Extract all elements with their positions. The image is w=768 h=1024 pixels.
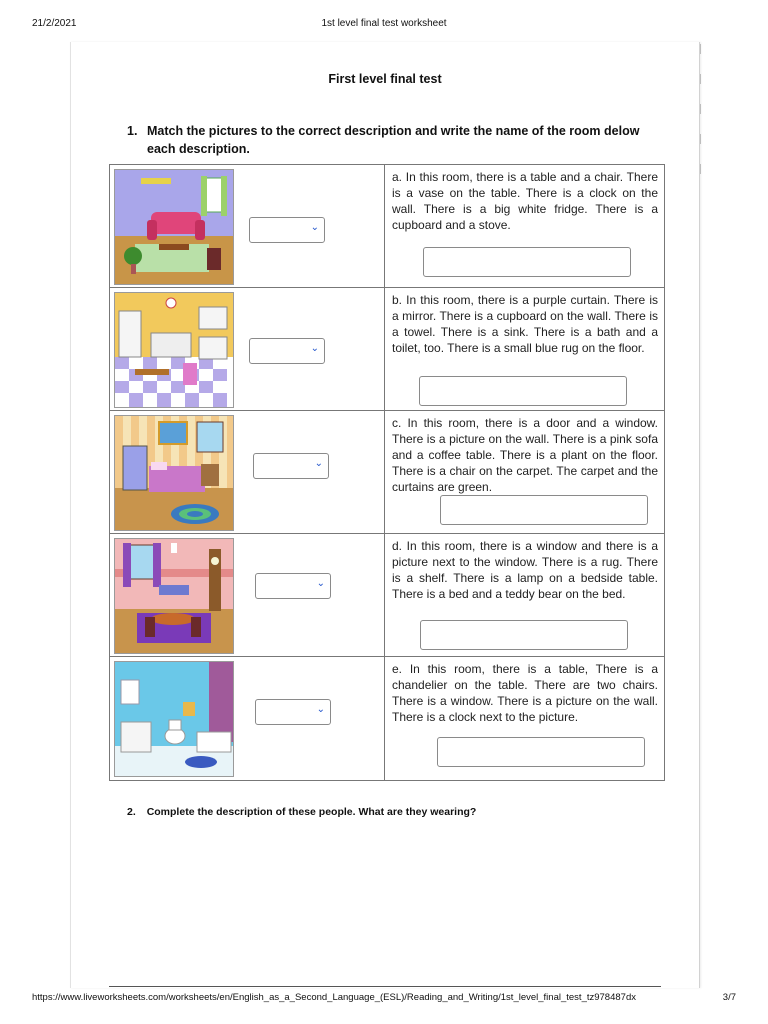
chevron-down-icon: ⌄ (316, 704, 325, 715)
chevron-down-icon: ⌄ (316, 578, 325, 589)
question-instruction: Match the pictures to the correct description and write the name of the room delow each description. (147, 124, 640, 156)
room-picture-dining-room (114, 538, 234, 654)
answer-input[interactable] (440, 495, 648, 525)
answer-input[interactable] (419, 376, 627, 406)
room-description: a. In this room, there is a table and a chair. There is a vase on the table. There is a clock on the wall. There is a big white fridge. There is a cupboard and a stove. (392, 170, 658, 232)
room-description: e. In this room, there is a table, There is a chandelier on the table. There are two chairs. There is a window. There is a picture on the wall. There is a clock next to the picture. (392, 662, 658, 724)
divider (109, 986, 661, 987)
room-description: b. In this room, there is a purple curtain. There is a mirror. There is a cupboard on the wall. There is a towel. There is a sink. There is a bath and a toilet, too. There is a small blue rug on the floor. (392, 293, 658, 355)
room-description: d. In this room, there is a window and there is a picture next to the window. There is a rug. There is a shelf. There is a lamp on a bedside table. There is a bed and a teddy bear on the bed. (392, 539, 658, 601)
worksheet-title: First level final test (328, 72, 442, 86)
room-dropdown[interactable] (253, 453, 329, 479)
table-row (110, 534, 664, 657)
print-page-number: 3/7 (722, 992, 736, 1003)
room-picture-bathroom (114, 661, 234, 777)
room-description: c. In this room, there is a door and a window. There is a picture on the wall. There is a pink sofa and a coffee table. There is a plant on the floor. There is a chair on the carpet. The carpet and the curtains are green. (392, 416, 658, 494)
room-picture-kitchen (114, 292, 234, 408)
question-instruction: Complete the description of these people. What are they wearing? (146, 806, 477, 818)
question-2 (127, 806, 476, 818)
room-picture-living-room (114, 169, 234, 285)
answer-input[interactable] (420, 620, 628, 650)
matching-table (109, 164, 665, 781)
chevron-down-icon: ⌄ (310, 222, 319, 233)
room-picture-bedroom (114, 415, 234, 531)
print-header (0, 18, 768, 32)
print-date: 21/2/2021 (32, 18, 77, 29)
room-dropdown[interactable] (255, 699, 331, 725)
table-row (110, 411, 664, 534)
question-number: 1. (127, 124, 138, 138)
room-dropdown[interactable] (249, 217, 325, 243)
answer-input[interactable] (423, 247, 631, 277)
room-dropdown[interactable] (255, 573, 331, 599)
print-url: https://www.liveworksheets.com/worksheets/en/English_as_a_Second_Language_(ESL)/Reading_and_Writing/1st_level_final_test_tz978487dx (32, 992, 636, 1003)
table-row (110, 288, 664, 411)
room-dropdown[interactable] (249, 338, 325, 364)
worksheet-page (70, 42, 700, 988)
answer-input[interactable] (437, 737, 645, 767)
print-title: 1st level final test worksheet (321, 18, 447, 29)
chevron-down-icon: ⌄ (310, 343, 319, 354)
table-row (110, 657, 664, 780)
chevron-down-icon: ⌄ (314, 458, 323, 469)
table-row (110, 165, 664, 288)
question-number: 2. (127, 806, 136, 818)
